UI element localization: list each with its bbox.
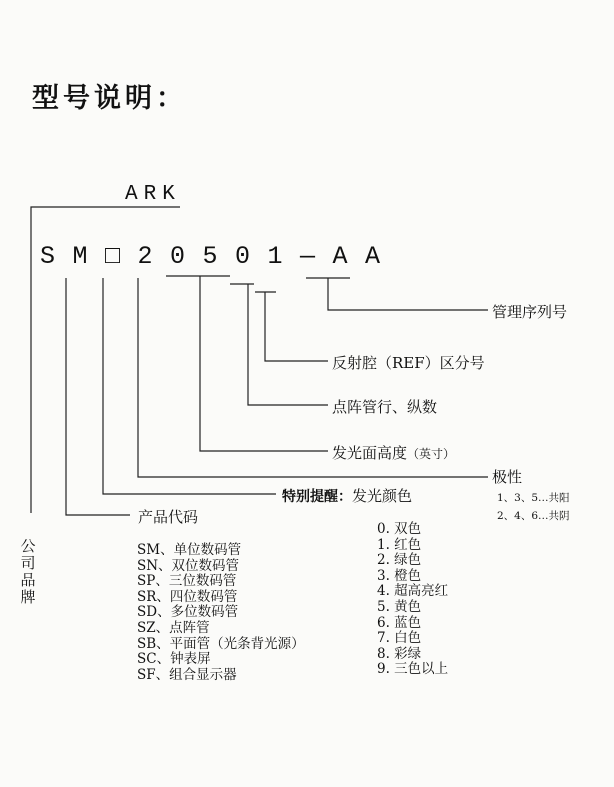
highlight-prefix: 特别提醒：: [282, 489, 352, 505]
color-list: [377, 522, 448, 678]
list-item: 5. 黄色: [377, 598, 422, 615]
label-product-code: 产品代码: [138, 508, 199, 526]
product-code-list: [137, 543, 305, 683]
list-item: 9. 三色以上: [377, 661, 449, 678]
page-title: 型号说明：: [32, 83, 187, 114]
code-char: 2: [137, 242, 153, 271]
list-item: 6. 蓝色: [377, 614, 422, 631]
code-char: 0: [170, 242, 186, 271]
code-char: A: [365, 242, 381, 271]
label-height-unit: （英寸）: [407, 447, 456, 461]
label-polarity: 极性: [492, 468, 523, 486]
highlight-text: 发光颜色: [352, 487, 413, 505]
code-char: 0: [235, 242, 251, 271]
label-reflector: 反射腔（REF）区分号: [332, 354, 485, 372]
list-item: SF、组合显示器: [137, 666, 237, 683]
highlight-line: [282, 485, 412, 506]
polarity-cathode: 2、4、6…共阴: [497, 510, 570, 522]
label-dot-matrix: 点阵管行、纵数: [332, 398, 438, 416]
code-char: A: [332, 242, 348, 271]
list-item: SR、四位数码管: [137, 588, 238, 605]
code-char: M: [72, 242, 88, 271]
code-char: □: [105, 242, 121, 271]
list-item: 4. 超高亮红: [377, 583, 449, 600]
list-item: SM、单位数码管: [137, 542, 242, 558]
polarity-anode: 1、3、5…共阳: [497, 492, 570, 504]
code-char: 1: [267, 242, 283, 271]
list-item: SP、三位数码管: [137, 573, 237, 590]
code-char: 5: [202, 242, 218, 271]
list-item: 3. 橙色: [377, 567, 422, 584]
label-height: [332, 442, 455, 463]
list-item: 1. 红色: [377, 536, 422, 553]
list-item: SD、多位数码管: [137, 604, 239, 621]
list-item: SN、双位数码管: [137, 557, 240, 574]
label-height-main: 发光面高度: [332, 444, 408, 462]
code-char: S: [40, 242, 56, 271]
list-item: SB、平面管（光条背光源）: [137, 635, 305, 652]
code-char: —: [300, 242, 316, 271]
label-company: 公司品牌: [20, 537, 36, 606]
list-item: 0. 双色: [377, 521, 422, 537]
list-item: SZ、点阵管: [137, 619, 210, 636]
list-item: SC、钟表屏: [137, 651, 211, 668]
list-item: 2. 绿色: [377, 552, 422, 569]
brand-name: ARK: [125, 183, 181, 206]
list-item: 8. 彩绿: [377, 645, 422, 662]
list-item: 7. 白色: [377, 630, 422, 647]
label-serial: 管理序列号: [492, 303, 568, 321]
